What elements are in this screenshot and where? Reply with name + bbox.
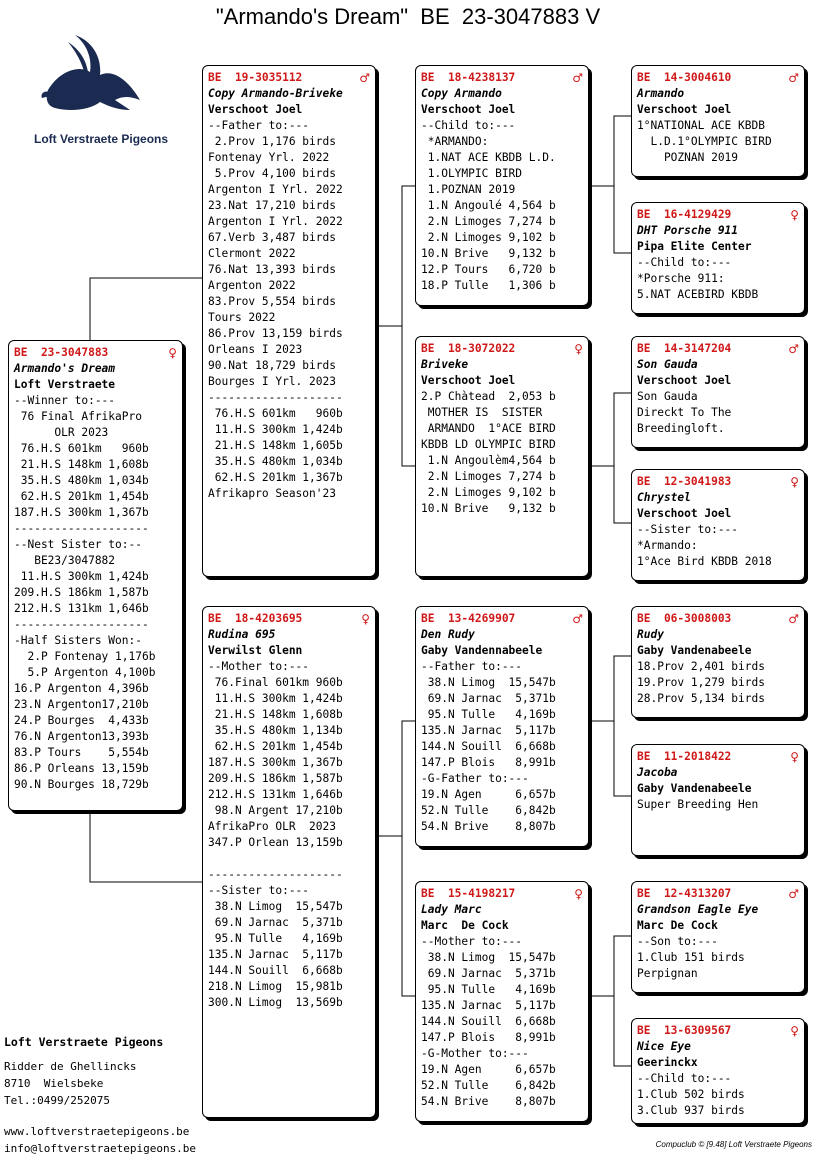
result-line: KBDB LD OLYMPIC BIRD (421, 438, 556, 451)
result-line: 76.H.S 601km 960b (14, 442, 149, 455)
result-line: 16.P Argenton 4,396b (14, 682, 149, 695)
result-line: --Nest Sister to:-- (14, 538, 142, 551)
result-line: MOTHER IS SISTER (421, 406, 543, 419)
pigeon-name: Den Rudy (421, 628, 475, 641)
result-line: 54.N Brive 8,807b (421, 1095, 556, 1108)
result-line: 187.H.S 300km 1,367b (208, 756, 343, 769)
ring-number: BE 18-3072022 (421, 341, 516, 355)
result-line: OLR 2023 (14, 426, 109, 439)
result-line: 212.H.S 131km 1,646b (14, 602, 149, 615)
card-header (421, 885, 583, 902)
result-line: 300.N Limog 13,569b (208, 996, 343, 1009)
card-header (637, 340, 799, 357)
pigeon-name: Briveke (421, 358, 469, 371)
contact-street: Ridder de Ghellincks (4, 1060, 137, 1073)
pigeon-card-dss[interactable] (631, 606, 805, 718)
card-header (637, 473, 799, 490)
breeder-name: Verschoot Joel (637, 103, 732, 116)
pigeon-name: Grandson Eagle Eye (637, 903, 759, 916)
result-line: *Armando: (637, 539, 698, 552)
pigeon-name: Rudina 695 (208, 628, 276, 641)
page-title: "Armando's Dream" BE 23-3047883 V (215, 4, 601, 29)
ring-number: BE 12-4313207 (637, 886, 732, 900)
breeder-name: Pipa Elite Center (637, 240, 752, 253)
result-line (208, 851, 370, 867)
male-symbol-icon: ♂ (788, 70, 799, 85)
ring-number: BE 19-3035112 (208, 70, 303, 84)
result-line: 2.Prov 1,176 birds (208, 135, 336, 148)
result-line: 90.Nat 18,729 birds (208, 359, 336, 372)
result-line: 38.N Limog 15,547b (208, 900, 343, 913)
female-symbol-icon: ♀ (790, 1023, 799, 1038)
result-line: 98.N Argent 17,210b (208, 804, 343, 817)
result-line: -G-Mother to:--- (421, 1047, 529, 1060)
result-line: -------------------- (14, 522, 149, 535)
result-line: 5.Prov 4,100 birds (208, 167, 336, 180)
result-line: --Child to:--- (421, 119, 516, 132)
result-line: Bourges I Yrl. 2023 (208, 375, 336, 388)
result-line: 18.Prov 2,401 birds (637, 660, 765, 673)
card-header (208, 69, 370, 86)
result-line: Direckt To The (637, 406, 732, 419)
result-line: 52.N Tulle 6,842b (421, 804, 556, 817)
result-line: 54.N Brive 8,807b (421, 820, 556, 833)
pigeon-card-ddd[interactable] (631, 1018, 805, 1124)
ring-number: BE 13-4269907 (421, 611, 516, 625)
result-line: Perpignan (637, 967, 698, 980)
result-line: 76.Final 601km 960b (208, 676, 343, 689)
result-line: -G-Father to:--- (421, 772, 529, 785)
result-line: 28.Prov 5,134 birds (637, 692, 765, 705)
card-header (637, 885, 799, 902)
result-line: --Sister to:--- (208, 884, 310, 897)
contact-name: Loft Verstraete Pigeons (4, 1035, 164, 1049)
male-symbol-icon: ♂ (788, 341, 799, 356)
result-line: 1.Club 151 birds (637, 951, 745, 964)
ring-number: BE 13-6309567 (637, 1023, 732, 1037)
result-line: *Porsche 911: (637, 272, 725, 285)
result-line: BE23/3047882 (14, 554, 116, 567)
result-line: Tours 2022 (208, 311, 276, 324)
result-line: 218.N Limog 15,981b (208, 980, 343, 993)
result-line: 52.N Tulle 6,842b (421, 1079, 556, 1092)
result-line: 147.P Blois 8,991b (421, 756, 556, 769)
result-line: 95.N Tulle 4,169b (208, 932, 343, 945)
result-line: 5.P Argenton 4,100b (14, 666, 156, 679)
result-line: 2.N Limoges 7,274 b (421, 215, 556, 228)
result-line: --Child to:--- (637, 256, 732, 269)
pigeon-name: Chrystel (637, 491, 691, 504)
result-line: 1.N Angoulé 4,564 b (421, 199, 556, 212)
result-line: 21.H.S 148km 1,608b (208, 708, 343, 721)
result-line: 1.OLYMPIC BIRD (421, 167, 523, 180)
female-symbol-icon: ♀ (168, 345, 177, 360)
result-line: 5.NAT ACEBIRD KBDB (637, 288, 759, 301)
result-line: 62.H.S 201km 1,454b (14, 490, 149, 503)
female-symbol-icon: ♀ (790, 207, 799, 222)
result-line: 95.N Tulle 4,169b (421, 983, 556, 996)
breeder-name: Verschoot Joel (421, 103, 516, 116)
result-line: 76.N Argenton13,393b (14, 730, 149, 743)
logo-text: Loft Verstraete Pigeons (34, 132, 169, 146)
result-line: --Son to:--- (637, 935, 718, 948)
breeder-name: Marc De Cock (421, 919, 509, 932)
software-credit: Compuclub © [9.48] Loft Verstraete Pigeons (655, 1140, 812, 1149)
result-line: Super Breeding Hen (637, 798, 759, 811)
pigeon-name: Son Gauda (637, 358, 698, 371)
result-line: Afrikapro Season'23 (208, 487, 336, 500)
result-line: 69.N Jarnac 5,371b (208, 916, 343, 929)
result-line: 135.N Jarnac 5,117b (208, 948, 343, 961)
result-line: 2.P Fontenay 1,176b (14, 650, 156, 663)
card-header (637, 610, 799, 627)
pigeon-card-dam-dam[interactable] (415, 881, 589, 1122)
result-line: 90.N Bourges 18,729b (14, 778, 149, 791)
card-header (421, 69, 583, 86)
result-line: *ARMANDO: (421, 135, 489, 148)
pigeon-name: Jacoba (637, 766, 678, 779)
result-line: -Half Sisters Won:- (14, 634, 142, 647)
ring-number: BE 18-4238137 (421, 70, 516, 84)
result-line: 62.H.S 201km 1,367b (208, 471, 343, 484)
breeder-name: Verschoot Joel (208, 103, 303, 116)
breeder-name: Marc De Cock (637, 919, 718, 932)
card-header (208, 610, 370, 627)
result-line: 212.H.S 131km 1,646b (208, 788, 343, 801)
result-line: 21.H.S 148km 1,605b (208, 439, 343, 452)
result-line: 86.P Orleans 13,159b (14, 762, 149, 775)
pigeon-card-dsd[interactable] (631, 744, 805, 856)
pigeon-card-sds[interactable] (631, 336, 805, 448)
breeder-name: Verschoot Joel (637, 374, 732, 387)
result-line: 76.Nat 13,393 birds (208, 263, 336, 276)
ring-number: BE 23-3047883 (14, 345, 109, 359)
result-line: --Child to:--- (637, 1072, 732, 1085)
pigeon-name: Armando (637, 87, 685, 100)
result-line: --Father to:--- (421, 660, 523, 673)
female-symbol-icon: ♀ (790, 474, 799, 489)
result-line: 2.N Limoges 9,102 b (421, 486, 556, 499)
result-line: Argenton I Yrl. 2022 (208, 183, 343, 196)
ring-number: BE 11-2018422 (637, 749, 732, 763)
result-line: Fontenay Yrl. 2022 (208, 151, 330, 164)
result-line: 62.H.S 201km 1,454b (208, 740, 343, 753)
card-header (637, 1022, 799, 1039)
result-line: --Mother to:--- (421, 935, 523, 948)
result-line: AfrikaPro OLR 2023 (208, 820, 336, 833)
male-symbol-icon: ♂ (788, 886, 799, 901)
result-line: 67.Verb 3,487 birds (208, 231, 336, 244)
result-line: -------------------- (208, 391, 343, 404)
ring-number: BE 14-3147204 (637, 341, 732, 355)
result-line: 69.N Jarnac 5,371b (421, 967, 556, 980)
breeder-name: Loft Verstraete (14, 378, 116, 391)
ring-number: BE 18-4203695 (208, 611, 303, 625)
result-line: 147.P Blois 8,991b (421, 1031, 556, 1044)
result-line: Argenton 2022 (208, 279, 296, 292)
pigeon-card-sire-sire[interactable] (415, 65, 589, 306)
result-line: --Sister to:--- (637, 523, 739, 536)
result-line: 11.H.S 300km 1,424b (208, 692, 343, 705)
ring-number: BE 14-3004610 (637, 70, 732, 84)
result-line: 69.N Jarnac 5,371b (421, 692, 556, 705)
result-line: 86.Prov 13,159 birds (208, 327, 343, 340)
pigeon-name: DHT Porsche 911 (637, 224, 739, 237)
result-line: 144.N Souill 6,668b (208, 964, 343, 977)
pigeon-name: Copy Armando-Briveke (208, 87, 343, 100)
breeder-name: Gaby Vandenabeele (637, 644, 752, 657)
result-line: 11.H.S 300km 1,424b (208, 423, 343, 436)
result-line: 35.H.S 480km 1,034b (208, 455, 343, 468)
result-line: 18.P Tulle 1,306 b (421, 279, 556, 292)
result-line: ARMANDO 1°ACE BIRD (421, 422, 556, 435)
card-header (637, 69, 799, 86)
pigeon-card-subject[interactable] (8, 340, 183, 811)
result-line: 1°NATIONAL ACE KBDB (637, 119, 765, 132)
male-symbol-icon: ♂ (359, 70, 370, 85)
result-line: 209.H.S 186km 1,587b (14, 586, 149, 599)
result-line: 144.N Souill 6,668b (421, 1015, 556, 1028)
male-symbol-icon: ♂ (572, 611, 583, 626)
result-line: 23.N Argenton17,210b (14, 698, 149, 711)
male-symbol-icon: ♂ (788, 611, 799, 626)
result-line: 1.NAT ACE KBDB L.D. (421, 151, 556, 164)
male-symbol-icon: ♂ (572, 70, 583, 85)
pigeon-name: Lady Marc (421, 903, 482, 916)
result-line: 10.N Brive 9,132 b (421, 502, 556, 515)
result-line: 11.H.S 300km 1,424b (14, 570, 149, 583)
pigeon-card-sdd[interactable] (631, 469, 805, 581)
result-line: 35.H.S 480km 1,034b (14, 474, 149, 487)
breeder-name: Gaby Vandenabeele (637, 782, 752, 795)
result-line: 95.N Tulle 4,169b (421, 708, 556, 721)
result-line: --Father to:--- (208, 119, 310, 132)
result-line: 83.Prov 5,554 birds (208, 295, 336, 308)
ring-number: BE 16-4129429 (637, 207, 732, 221)
result-line: L.D.1°OLYMPIC BIRD (637, 135, 772, 148)
result-line: 1.POZNAN 2019 (421, 183, 516, 196)
result-line: 187.H.S 300km 1,367b (14, 506, 149, 519)
website-link[interactable]: www.loftverstraetepigeons.be (4, 1125, 190, 1138)
result-line: Orleans I 2023 (208, 343, 303, 356)
result-line: 35.H.S 480km 1,134b (208, 724, 343, 737)
pigeon-name: Armando's Dream (14, 362, 116, 375)
result-line: 10.N Brive 9,132 b (421, 247, 556, 260)
result-line: 2.N Limoges 9,102 b (421, 231, 556, 244)
contact-phone: Tel.:0499/252075 (4, 1094, 110, 1107)
result-line: 2.N Limoges 7,274 b (421, 470, 556, 483)
result-line: 23.Nat 17,210 birds (208, 199, 336, 212)
result-line: 21.H.S 148km 1,608b (14, 458, 149, 471)
result-line: -------------------- (14, 618, 149, 631)
pigeon-name: Rudy (637, 628, 664, 641)
breeder-name: Verschoot Joel (637, 507, 732, 520)
ring-number: BE 15-4198217 (421, 886, 516, 900)
result-line: --Mother to:--- (208, 660, 310, 673)
pigeon-card-dds[interactable] (631, 881, 805, 993)
result-line: 19.N Agen 6,657b (421, 788, 556, 801)
female-symbol-icon: ♀ (361, 611, 370, 626)
result-line: POZNAN 2019 (637, 151, 739, 164)
result-line: 2.P Chàtead 2,053 b (421, 390, 556, 403)
breeder-name: Geerinckx (637, 1056, 698, 1069)
result-line: 12.P Tours 6,720 b (421, 263, 556, 276)
card-header (637, 206, 799, 223)
result-line: 3.Club 937 birds (637, 1104, 745, 1117)
result-line: 1.Club 502 birds (637, 1088, 745, 1101)
result-line: 19.Prov 1,279 birds (637, 676, 765, 689)
result-line: Breedingloft. (637, 422, 725, 435)
contact-city: 8710 Wielsbeke (4, 1077, 104, 1090)
pigeon-card-dam[interactable] (202, 606, 376, 1118)
result-line: 347.P Orlean 13,159b (208, 836, 343, 849)
card-header (14, 344, 177, 361)
card-header (421, 340, 583, 357)
result-line: 1.N Angoulèm4,564 b (421, 454, 556, 467)
result-line: 24.P Bourges 4,433b (14, 714, 149, 727)
result-line: --Winner to:--- (14, 394, 116, 407)
result-line: 19.N Agen 6,657b (421, 1063, 556, 1076)
result-line: 1°Ace Bird KBDB 2018 (637, 555, 772, 568)
email-link[interactable]: info@loftverstraetepigeons.be (4, 1142, 197, 1155)
female-symbol-icon: ♀ (574, 886, 583, 901)
ring-number: BE 06-3008003 (637, 611, 732, 625)
breeder-name: Verschoot Joel (421, 374, 516, 387)
result-line: 135.N Jarnac 5,117b (421, 999, 556, 1012)
pigeon-name: Copy Armando (421, 87, 502, 100)
breeder-name: Gaby Vandennabeele (421, 644, 543, 657)
breeder-name: Verwilst Glenn (208, 644, 303, 657)
result-line: 144.N Souill 6,668b (421, 740, 556, 753)
pigeon-card-sire[interactable] (202, 65, 376, 577)
result-line: 76 Final AfrikaPro (14, 410, 142, 423)
pigeon-card-sss[interactable] (631, 65, 805, 177)
card-header (637, 748, 799, 765)
result-line: 38.N Limog 15,547b (421, 676, 556, 689)
pigeon-name: Nice Eye (637, 1040, 691, 1053)
result-line: 38.N Limog 15,547b (421, 951, 556, 964)
result-line: -------------------- (208, 868, 343, 881)
result-line: 76.H.S 601km 960b (208, 407, 343, 420)
result-line: 209.H.S 186km 1,587b (208, 772, 343, 785)
result-line: Argenton I Yrl. 2022 (208, 215, 343, 228)
card-header (421, 610, 583, 627)
pigeon-card-ssd[interactable] (631, 202, 805, 314)
result-line: Son Gauda (637, 390, 698, 403)
result-line: Clermont 2022 (208, 247, 296, 260)
result-line: 135.N Jarnac 5,117b (421, 724, 556, 737)
result-line: 83.P Tours 5,554b (14, 746, 149, 759)
pigeon-card-dam-sire[interactable] (415, 606, 589, 847)
pigeon-card-sire-dam[interactable] (415, 336, 589, 577)
female-symbol-icon: ♀ (574, 341, 583, 356)
ring-number: BE 12-3041983 (637, 474, 732, 488)
female-symbol-icon: ♀ (790, 749, 799, 764)
